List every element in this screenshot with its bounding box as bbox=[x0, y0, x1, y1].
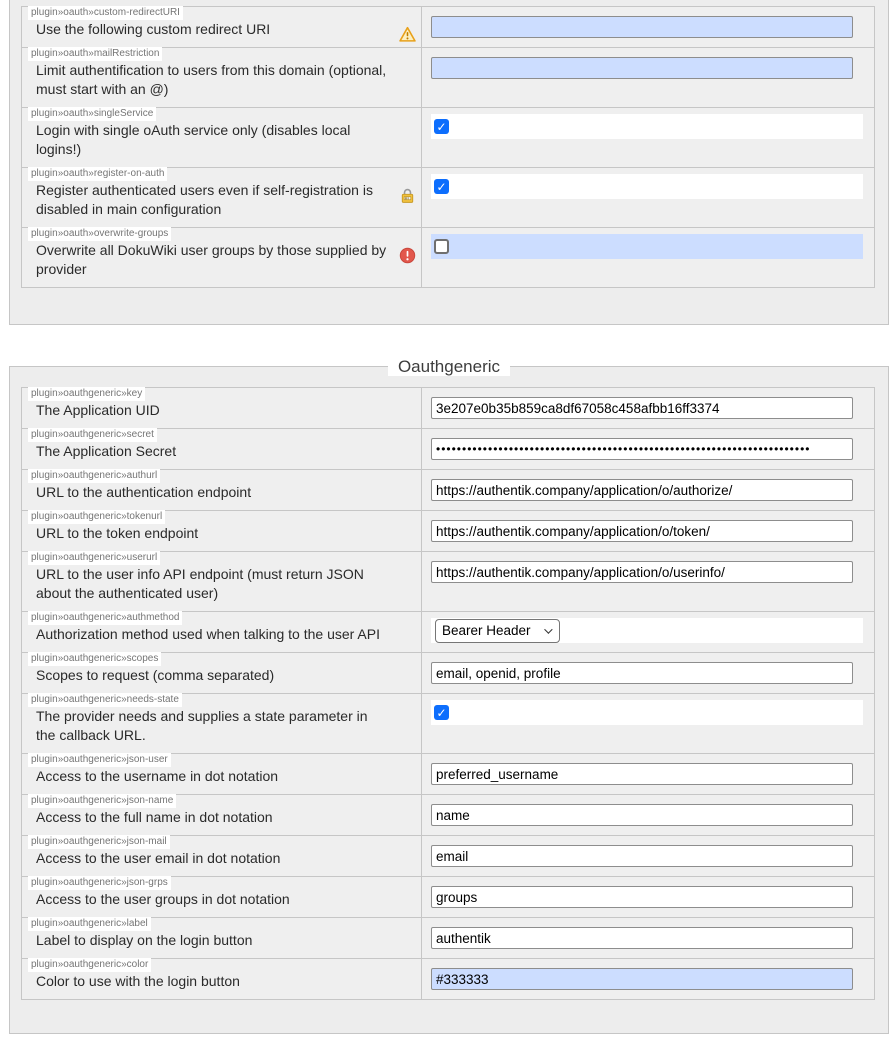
setting-row bbox=[22, 107, 874, 167]
setting-text-input[interactable] bbox=[431, 886, 853, 908]
setting-value-cell bbox=[422, 694, 874, 753]
setting-label-cell bbox=[22, 694, 422, 753]
setting-outkey: plugin»oauth»overwrite-groups bbox=[28, 227, 171, 241]
setting-row bbox=[22, 753, 874, 794]
setting-outkey: plugin»oauth»register-on-auth bbox=[28, 167, 167, 181]
setting-label-cell bbox=[22, 877, 422, 917]
setting-outkey: plugin»oauthgeneric»authmethod bbox=[28, 611, 182, 625]
setting-value-cell bbox=[422, 836, 874, 876]
setting-label-cell bbox=[22, 7, 422, 47]
setting-input-wrap bbox=[431, 618, 863, 643]
setting-value-cell bbox=[422, 918, 874, 958]
setting-label-cell bbox=[22, 511, 422, 551]
setting-label: Scopes to request (comma separated) bbox=[36, 667, 275, 683]
setting-checkbox[interactable] bbox=[434, 239, 449, 254]
setting-outkey: plugin»oauthgeneric»scopes bbox=[28, 652, 161, 666]
setting-outkey: plugin»oauth»custom-redirectURI bbox=[28, 6, 183, 20]
setting-value-cell bbox=[422, 7, 874, 47]
setting-text-input[interactable] bbox=[431, 57, 853, 79]
setting-text-input[interactable] bbox=[431, 479, 853, 501]
setting-value-cell bbox=[422, 108, 874, 167]
setting-row bbox=[22, 693, 874, 753]
setting-label-cell bbox=[22, 795, 422, 835]
setting-label-cell bbox=[22, 653, 422, 693]
setting-value-cell bbox=[422, 511, 874, 551]
setting-outkey: plugin»oauthgeneric»key bbox=[28, 387, 145, 401]
setting-value-cell bbox=[422, 168, 874, 227]
setting-label-cell bbox=[22, 168, 422, 227]
setting-row bbox=[22, 917, 874, 958]
setting-row bbox=[22, 876, 874, 917]
setting-text-input[interactable] bbox=[431, 561, 853, 583]
setting-label: The Application Secret bbox=[36, 443, 177, 459]
setting-row bbox=[22, 7, 874, 47]
setting-label: URL to the user info API endpoint (must return JSON about the authenticated user) bbox=[36, 566, 364, 601]
setting-label-cell bbox=[22, 918, 422, 958]
setting-checkbox[interactable] bbox=[434, 179, 449, 194]
setting-value-cell bbox=[422, 653, 874, 693]
setting-label: Access to the full name in dot notation bbox=[36, 809, 273, 825]
setting-outkey: plugin»oauth»singleService bbox=[28, 107, 156, 121]
setting-outkey: plugin»oauthgeneric»json-grps bbox=[28, 876, 171, 890]
setting-select[interactable] bbox=[435, 619, 560, 643]
setting-checkbox[interactable] bbox=[434, 119, 449, 134]
setting-text-input[interactable] bbox=[431, 845, 853, 867]
setting-text-input[interactable] bbox=[431, 438, 853, 460]
chevron-down-icon bbox=[544, 625, 552, 633]
setting-label: Authorization method used when talking to the user API bbox=[36, 626, 380, 642]
setting-label-cell bbox=[22, 388, 422, 428]
setting-value-cell bbox=[422, 470, 874, 510]
setting-input-wrap bbox=[431, 700, 863, 725]
lock-icon bbox=[399, 187, 416, 204]
setting-row bbox=[22, 167, 874, 227]
setting-input-wrap bbox=[431, 114, 863, 139]
setting-label: Color to use with the login button bbox=[36, 973, 240, 989]
setting-label-cell bbox=[22, 959, 422, 999]
setting-label: Access to the user groups in dot notation bbox=[36, 891, 290, 907]
setting-label-cell bbox=[22, 228, 422, 287]
setting-label: Label to display on the login button bbox=[36, 932, 253, 948]
setting-outkey: plugin»oauthgeneric»userurl bbox=[28, 551, 160, 565]
setting-row bbox=[22, 794, 874, 835]
setting-outkey: plugin»oauthgeneric»json-mail bbox=[28, 835, 170, 849]
setting-value-cell bbox=[422, 228, 874, 287]
setting-outkey: plugin»oauthgeneric»needs-state bbox=[28, 693, 182, 707]
setting-label: Login with single oAuth service only (disables local logins!) bbox=[36, 122, 351, 157]
warning-icon bbox=[399, 26, 416, 43]
setting-value-cell bbox=[422, 48, 874, 107]
setting-label-cell bbox=[22, 552, 422, 611]
setting-row bbox=[22, 958, 874, 999]
setting-row bbox=[22, 47, 874, 107]
setting-text-input[interactable] bbox=[431, 968, 853, 990]
setting-label: The provider needs and supplies a state parameter in the callback URL. bbox=[36, 708, 368, 743]
setting-label: Access to the username in dot notation bbox=[36, 768, 279, 784]
setting-select-value: Bearer Header bbox=[442, 623, 531, 638]
setting-text-input[interactable] bbox=[431, 397, 853, 419]
setting-input-wrap bbox=[431, 174, 863, 199]
setting-row bbox=[22, 652, 874, 693]
setting-label-cell bbox=[22, 612, 422, 652]
setting-label: URL to the token endpoint bbox=[36, 525, 199, 541]
setting-outkey: plugin»oauthgeneric»authurl bbox=[28, 469, 160, 483]
setting-text-input[interactable] bbox=[431, 662, 853, 684]
setting-text-input[interactable] bbox=[431, 804, 853, 826]
oauth-settings-table bbox=[21, 6, 875, 288]
setting-outkey: plugin»oauthgeneric»secret bbox=[28, 428, 157, 442]
setting-outkey: plugin»oauthgeneric»label bbox=[28, 917, 151, 931]
setting-label-cell bbox=[22, 429, 422, 469]
setting-value-cell bbox=[422, 795, 874, 835]
setting-label-cell bbox=[22, 836, 422, 876]
setting-label: Limit authentification to users from this domain (optional, must start with an @) bbox=[36, 62, 387, 97]
setting-row bbox=[22, 611, 874, 652]
oauth-plugin-section bbox=[9, 0, 889, 325]
setting-label: Use the following custom redirect URI bbox=[36, 21, 271, 37]
setting-text-input[interactable] bbox=[431, 763, 853, 785]
setting-value-cell bbox=[422, 388, 874, 428]
setting-value-cell bbox=[422, 877, 874, 917]
setting-outkey: plugin»oauthgeneric»color bbox=[28, 958, 151, 972]
error-icon bbox=[399, 247, 416, 264]
section-title: Oauthgeneric bbox=[388, 357, 510, 376]
setting-checkbox[interactable] bbox=[434, 705, 449, 720]
setting-row bbox=[22, 469, 874, 510]
setting-label: The Application UID bbox=[36, 402, 160, 418]
setting-label-cell bbox=[22, 470, 422, 510]
setting-value-cell bbox=[422, 552, 874, 611]
setting-outkey: plugin»oauthgeneric»json-user bbox=[28, 753, 171, 767]
setting-input-wrap bbox=[431, 234, 863, 259]
setting-label: Overwrite all DokuWiki user groups by those supplied by provider bbox=[36, 242, 387, 277]
setting-value-cell bbox=[422, 754, 874, 794]
setting-outkey: plugin»oauth»mailRestriction bbox=[28, 47, 162, 61]
setting-value-cell bbox=[422, 959, 874, 999]
setting-row bbox=[22, 510, 874, 551]
setting-label-cell bbox=[22, 108, 422, 167]
setting-row bbox=[22, 835, 874, 876]
setting-label-cell bbox=[22, 754, 422, 794]
setting-label: URL to the authentication endpoint bbox=[36, 484, 252, 500]
setting-value-cell bbox=[422, 429, 874, 469]
oauthgeneric-settings-table bbox=[21, 387, 875, 1000]
setting-row bbox=[22, 428, 874, 469]
setting-label-cell bbox=[22, 48, 422, 107]
setting-row bbox=[22, 551, 874, 611]
setting-label: Register authenticated users even if self-registration is disabled in main configuration bbox=[36, 182, 373, 217]
setting-row bbox=[22, 388, 874, 428]
setting-row bbox=[22, 227, 874, 287]
setting-label: Access to the user email in dot notation bbox=[36, 850, 281, 866]
setting-text-input[interactable] bbox=[431, 520, 853, 542]
oauthgeneric-plugin-section bbox=[9, 357, 889, 1034]
section-legend bbox=[10, 356, 888, 377]
setting-outkey: plugin»oauthgeneric»tokenurl bbox=[28, 510, 165, 524]
setting-value-cell bbox=[422, 612, 874, 652]
setting-text-input[interactable] bbox=[431, 927, 853, 949]
setting-outkey: plugin»oauthgeneric»json-name bbox=[28, 794, 176, 808]
setting-text-input[interactable] bbox=[431, 16, 853, 38]
